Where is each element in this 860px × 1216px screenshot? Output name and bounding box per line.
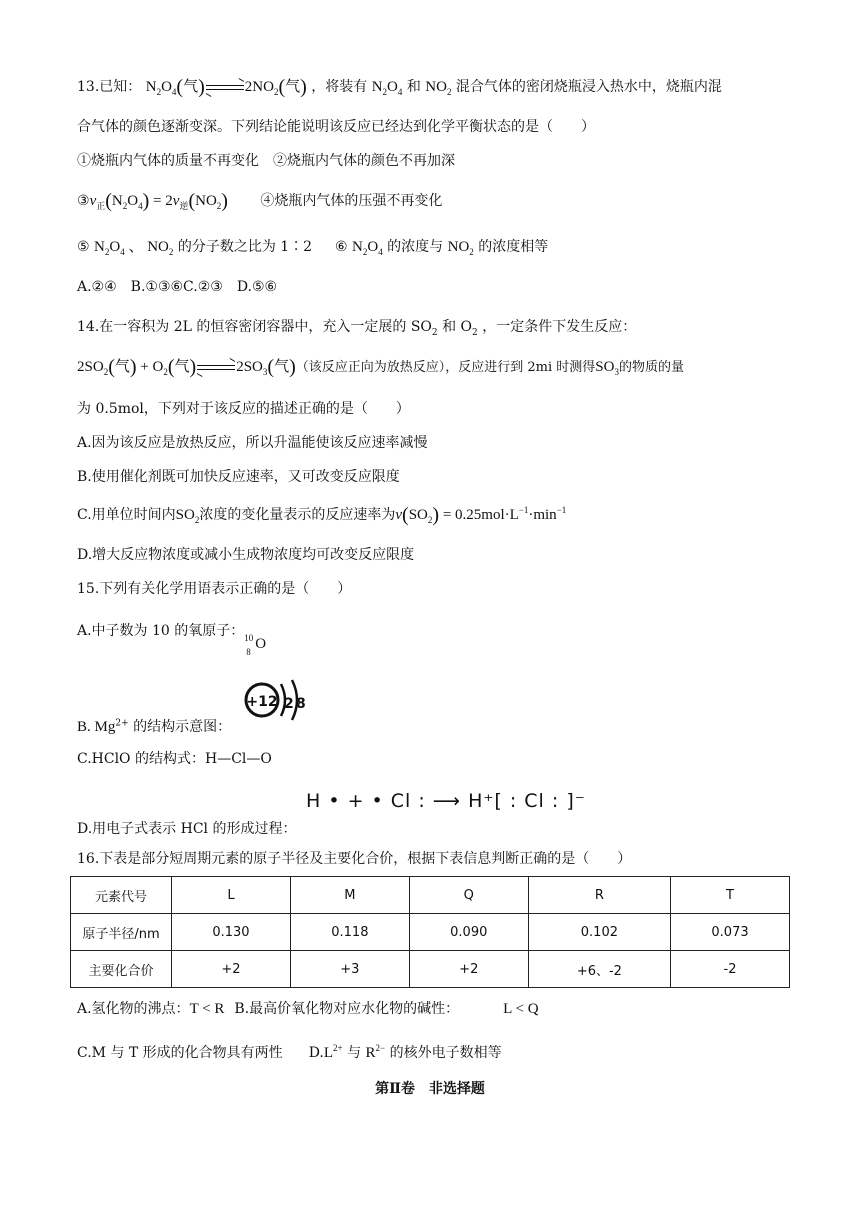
q15-option-c: C.HClO 的结构式：H—Cl—O <box>77 751 272 767</box>
q13-line2: 合气体的颜色逐渐变深。下列结论能说明该反应已经达到化学平衡状态的是（ ） <box>77 119 595 135</box>
q14-option-a: A.因为该反应是放热反应，所以升温能使该反应速率减慢 <box>77 435 428 451</box>
q14-equation-line: $2SO_2$(气) + $O_2$(气) $2SO_3$(气)（该反应正向为放热反应），反应进行到 2mi 时测得$SO_3$的物质的量 <box>77 356 684 378</box>
shell-2-electrons: 8 <box>296 696 306 712</box>
equilibrium-arrow <box>197 363 235 373</box>
q16-stem: 16.下表是部分短周期元素的原子半径及主要化合价，根据下表信息判断正确的是（ ） <box>77 851 632 867</box>
q14-option-c: C.用单位时间内$SO_2$浓度的变化量表示的反应速率为$v(SO_2) = 0.25mol\cdot L^{-1}\cdot\min^{-1}$ <box>77 504 567 526</box>
q13-number: 13.已知： <box>77 79 142 95</box>
table-row: 元素代号 L M Q R T <box>71 877 790 914</box>
q14-option-d: D.增大反应物浓度或减小生成物浓度均可改变反应限度 <box>77 547 415 563</box>
hcl-electron-formula: H • + • Cl : ⟶ H⁺[ : Cl : ]⁻ <box>306 790 586 812</box>
q13-choices: A.②④ B.①③⑥C.②③ D.⑤⑥ <box>77 279 278 295</box>
shell-1-electrons: 2 <box>284 696 294 712</box>
q15-option-a: A.中子数为 10 的氧原子： 10 8 O <box>77 623 267 657</box>
q15-option-d: D.用电子式表示 HCl 的形成过程： <box>77 821 297 837</box>
equilibrium-arrow <box>206 83 244 93</box>
nucleus-charge: +12 <box>246 694 278 710</box>
q14-option-b: B.使用催化剂既可加快反应速率，又可改变反应限度 <box>77 469 400 485</box>
q16-options-cd: C.M 与 T 形成的化合物具有两性 $D.L^{2+}$ 与 $R^{2-}$ 的核外电子数相等 <box>77 1043 502 1061</box>
q13-options-34: $③v_正(N_2O_4) = 2v_逆(NO_2)$ ④烧瓶内气体的压强不再变化 <box>77 190 443 212</box>
element-table <box>70 876 790 988</box>
table-row: 原子半径/nm 0.130 0.118 0.090 0.102 0.073 <box>71 914 790 951</box>
q15-option-b: B. $Mg^{2+}$ 的结构示意图： <box>77 718 232 735</box>
q15-stem: 15.下列有关化学用语表示正确的是（ ） <box>77 581 352 597</box>
q13-options-12: ①烧瓶内气体的质量不再变化 ②烧瓶内气体的颜色不再加深 <box>77 153 455 169</box>
q16-options-ab: A.氢化物的沸点：T < R B.最高价氧化物对应水化物的碱性： L < Q <box>77 1001 539 1017</box>
q13-line1: 13.已知： $N_2O_4$(气) $2NO_2$(气) ，将装有 $N_2O_4$ 和 $NO_2$ 混合气体的密闭烧瓶浸入热水中，烧瓶内混 <box>77 76 722 98</box>
q13-equation: $N_2O_4$(气) $2NO_2$(气) <box>145 76 307 98</box>
q14-line3: 为 0.5mol，下列对于该反应的描述正确的是（ ） <box>77 401 410 417</box>
table-row: 主要化合价 +2 +3 +2 +6、-2 -2 <box>71 951 790 988</box>
mg-ion-structure-diagram <box>241 676 311 726</box>
q14-line1: 14.在一容积为 2L 的恒容密闭容器中，充入一定展的 $SO_2$ 和 $O_2$ ，一定条件下发生反应： <box>77 319 637 338</box>
section-title: 第Ⅱ卷 非选择题 <box>375 1081 485 1097</box>
q13-options-56: ⑤ $N_2O_4$ 、 $NO_2$ 的分子数之比为 1∶2 ⑥ $N_2O_4$ 的浓度与 $NO_2$ 的浓度相等 <box>77 239 549 257</box>
